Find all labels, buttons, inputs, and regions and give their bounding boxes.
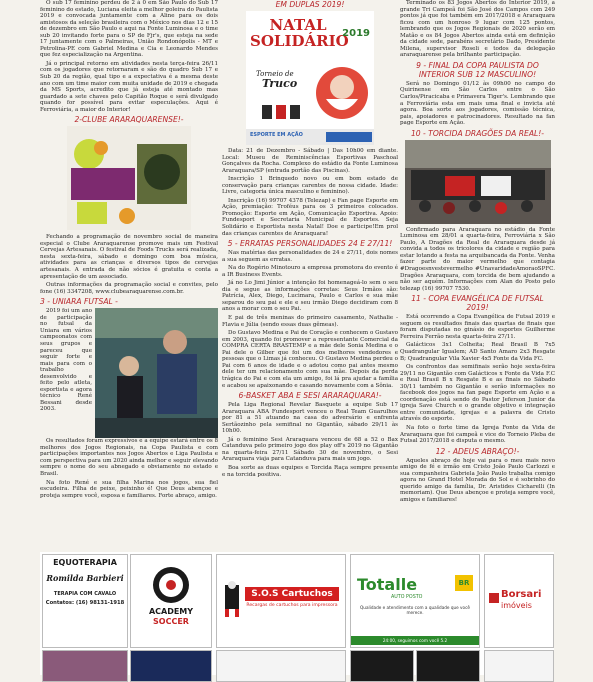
- natal-solidario-poster: [246, 11, 374, 145]
- copa-evangelica-paragraph: Na foto o forte time da Igreja Fonte da Vida de Araraquara que foi campeã e vice do Torneio Pleba de Futsal 2017/2018 e disputa o mesmo.: [400, 424, 555, 445]
- torcida-image: [405, 140, 551, 224]
- section-title-copa-paulista: 9 - FINAL DA COPA PAULISTA DO INTERIOR SUB 12 MASCULINO!: [416, 60, 539, 79]
- column-left: [40, 0, 218, 501]
- borsari-name: Borsari: [501, 589, 542, 600]
- ad-bottom-2[interactable]: [130, 650, 212, 682]
- copa-evangelica-paragraph: Os confrontos das semifinais serão hoje sexta-feira 29/11 no Gigantão com Galácticos x Fonte da Vida F.C e Real Brasil B x Resgate B e as finais no Sábado 30/11 também no Gigantão e serão informações no facebook dos jogos na fan page Esporte em Ação e a coordenação está sendo do Pastor Jeferson Junior da igreja Save Church e o grande objetivo e integração entre comunidade, igrejas e a palavra de Cristo através do esporte.: [400, 364, 555, 423]
- uniara-paragraph: Na foto René e sua filha Marina nos jogos, sua fiel escudeira. Filha de peixe, peixinho é! Que Deus abençoe e proteja sempre você, esposa e familiares. Forte abraço, amigo.: [40, 479, 218, 499]
- abraco-paragraph: Aqueles abraço de hoje vai para o meu mais novo amigo de fé e irmão em Cristo João Paulo Carlozzi e sua companheira Gabriela João Paulo trabalha comigo agora no Grand Hotel Morada do Sol e é sobrinho do querido amigo da família, Dr. Aristides Cicharelli (In memoriam). Que Deus abençoe e proteja sempre você, amigos e familiares!: [400, 457, 555, 503]
- total-sub: AUTO POSTO: [391, 595, 423, 600]
- natal-paragraph: Data: 21 de Dezembro - Sábado | Das 10h00 em diante. Local: Museu de Reminiscências Esportivas Paschoal Gonçalves da Rocha. Complexo do estádio da Fonte Luminosa Araraquara/SP (entrada portão das Piscinas).: [222, 148, 398, 174]
- total-name: Totalle: [357, 575, 418, 594]
- section-title-clube: 2-CLUBE ARARAQUARENSE!-: [74, 115, 184, 125]
- intro-paragraph: O sub 17 feminino perdeu de 2 á 0 em São Paulo do Sub 17 feminino do estado, Luciana eleita a melhor goleira do Paulista 2019 e convocada juntamente com a Aline para os dois amistosos da seleção brasileira com o México nos dias 12 e 15 de dezembro em São Paulo e aqui na Fonte Luminosa e o time sub 20 invitando forte para o SP de Fjr's, que esteja na sede 17 juntamente com o Palmeiras, União Rondonópolis - MT e Petrolina-PE com Gabriel Medina e Cia e Leonardo Mendes que fez especialização na Argentina.: [40, 0, 218, 59]
- basket-paragraph: Pela Liga Regional Revelar Basquete a equipe Sub 17 Araraquara ABA Fundesport venceu o Real Team Guarulhos por 81 a 51 atuando na casa do adversário e enfrenta Sertãozinho pela semifinal no Gigantão, sábado 29/11 às 10h00.: [222, 402, 398, 435]
- erratas-paragraph: Nas matérias das personalidades de 24 e 27/11, dois nomes a sua seguem as erratas.: [222, 250, 398, 263]
- clube-paragraph: Fechando a programação de novembro social de maneira especial o Clube Araraquarense promove mais um Festival Cervejas Artesanais. O festival de Foods Trucks será realizada, nesta sexta-feira, sábado e domingo com boa música, atividades para as crianças e diversos tipos de cervejas artesanais. A entrada de não sócios é gratuita e conta a apresentação de um associado.: [40, 234, 218, 280]
- ad-bottom-1[interactable]: [42, 650, 128, 682]
- erratas-paragraph: Já no Lo Jimi Júnior a intenção foi homenageá-lo sem o seu dia e segue as informações corretas: Seus Irmãos são: Patrícia, Alex, Diego, Lucimara, Paulo e Carlos e sua mãe separou do seu pai e ele e seu irmão Diego decidiram com 8 anos a morar com o seu Pai.: [222, 280, 398, 313]
- section-title-abraco: 12 - ADEUS ABRAÇO!-: [435, 446, 520, 456]
- erratas-paragraph: E pai de três meninas do primeiro casamento, Nathalie - Flavia e Júlia (sendo essas duas gêmeas).: [222, 315, 398, 328]
- academy-logo: [131, 555, 211, 647]
- ad-bottom-4[interactable]: [350, 650, 414, 682]
- copa-paulista-paragraph: Será no Domingo 01/12 às 09h00 no campo do Quirinense em São Carlos entre o São Carlos/Piracicaba e Primavera Tiger's. Lembrando que a Ferroviária esta em mais uma final e invicta até agora. Boa sorte aos jogadores, comissão técnica, pais, apoiadores e patrocinadores. Resultado na fan page Esporte em Ação.: [400, 80, 555, 127]
- poster-footer: ESPORTE EM AÇÃO: [250, 132, 303, 138]
- festival-cervejas-photo: [67, 126, 191, 230]
- natal-paragraph: Inscrição 1 Brinquedo novo ou em bom estado de conservação para crianças carentes de nossa cidade. Idade: Livre, categoria única masculino e feminino).: [222, 176, 398, 196]
- poster-year: 2019: [342, 28, 370, 39]
- copa-evangelica-paragraph: Está ocorrendo a Copa Evangélica de Futsal 2019 e seguem os resultados finais das quartas de finais que foram disputadas no ginásio de esportes Guilherme Ferreira Ferrão nesta quarta-feira 27/11.: [400, 314, 555, 340]
- sos-mascot-icon: [219, 581, 245, 621]
- dragoes-photo: [405, 140, 551, 224]
- jogos-abertos-paragraph: Terminado os 83 Jogos Abertos do Interior 2019, a grande Tri Campeã foi São José dos Campos com 249 pontos já que foi também em 2017/2018 e Araraquara ficou com um honroso 9 lugar com 125 pontos, lembrando que os Jogos Regionais de 2020 serão em Matão e os 84 Jogos Abertos ainda está em definição da cidade sede, parabéns secretário Dado, Presidente Milena, supervisor Roseli e todos da delegação araraquarense pela brilhante participação.: [400, 0, 555, 59]
- column-right: [400, 0, 555, 505]
- equoterapia-phone: Contatos: (16) 98131-1918: [45, 600, 125, 606]
- basket-paragraph: Já o feminino Sesi Araraquara venceu de 68 a 52 o Bax Catanduva pelo primeiro jogo dos play off's 2019 no Gigantão na quarta-feira 27/11 Sábado 30 de novembro, o Sesi Araraquara viaja para Catanduva para mais um jogo.: [222, 436, 398, 463]
- section-title-erratas: 5 - ERRATAS PERSONALIDADES 24 E 27/11!: [227, 239, 393, 249]
- sos-sub: Recargas de cartuchos para impressora: [246, 603, 338, 608]
- basket-paragraph: Boa sorte as duas equipes e Torcida Raça sempre presente e na torcida positiva.: [222, 464, 398, 478]
- academy-sub: SOCCER: [153, 617, 189, 626]
- ad-borsari-imoveis[interactable]: [484, 554, 554, 648]
- festival-cervejas-image: [67, 126, 191, 230]
- uniara-photo: [95, 308, 218, 438]
- section-title-uniara: 3 - UNIARA FUTSAL -: [40, 297, 118, 307]
- borsari-logo-icon: [489, 593, 499, 603]
- ad-bottom-6[interactable]: [484, 650, 554, 682]
- equoterapia-sub: TERAPIA COM CAVALO: [53, 591, 117, 597]
- section-title-dragoes: 10 - TORCIDA DRAGÕES DA REAL!-: [410, 128, 545, 138]
- dragoes-paragraph: Confirmado para Araraquara no estádio da Fonte Luminosa em 28/01 a quarta-feira, Ferroviária x São Paulo, A Dragões da Real de Araraquara desde já convida a todos os tricolores da cidade e região para estar lotando a festa na arquibancada da Fonte. Venha fazer parte do maior vermelho que contagia #Dragoesnvestevermelho #UnavaridadeAmoraoSPFC. Dragões Araraquara, com torcida de bem ajudando a não ser aquém. Informações com Alan do Posto pelo telezap (16) 99707 7530.: [400, 226, 555, 292]
- intro-paragraph: Já o principal retorno em atividades nesta terça-feira 26/11 com os jogadores que retornaram e são do quadro Sub 17 e Sub 20 da região, qual tipo e a expectativa é a mesma deste ano com um time maior com muita unidade de 2019 e chegada da MS Sports, acredito que já esteja até montado mas guardado a sete chaves pelo Capitão Roque e será divulgado quando for possível para evitar especulações. Aqui é Ferroviária, a maior do Interior!: [40, 60, 218, 113]
- poster-game: Truco: [262, 77, 298, 90]
- total-tag: Qualidade e atendimento com a qualidade que você merece.: [360, 605, 470, 615]
- poster-subtitle: Torneio de: [256, 70, 294, 78]
- academy-name: ACADEMY: [148, 607, 194, 616]
- erratas-paragraph: Na do Rogério Minotouro a empresa promotora do evento é a IR Business Events.: [222, 265, 398, 278]
- natal-paragraph: Inscrição (16) 99707 4378 (Telezap) e Fan page Esporte em Ação, premiação: Troféus para os 3 primeiros colocados. Promoção: Esporte em Ação, Comunicação Esportiva. Apoio: Fundesport e Secretaria Municipal de Esportes. Seja Solidário e Esportista nesta Natal! Doe e participe!Em prol das crianças carentes de Araraquara!: [222, 197, 398, 237]
- uniara-paragraph: Os resultados foram expressivos e a equipe estará entre os 8 melhores dos Jogos Regionais, na Copa Paulista e com participações importantes nos Jogos Abertos e Liga Paulista e com perspectiva para um 2020 ainda melhor e seguir elevando sempre o nome do seu abnegado e obviamente no estado e Brasil.: [40, 438, 218, 477]
- ad-sos-cartuchos[interactable]: [216, 554, 346, 648]
- equoterapia-name: Romilda Barbieri: [46, 573, 124, 583]
- total-hours: 24:00, seguimos com você 5.2: [351, 636, 479, 645]
- copa-evangelica-paragraph: Galácticos 3x1 Colheita; Real Brasil B 7x5 Quadrangular Igualem; AD Santo Amaro 2x3 Resgate B; Quadrangular Vila Xavier 4x5 Fonte da Vida FC.: [400, 342, 555, 362]
- rene-and-daughter-image: [95, 308, 218, 438]
- uniara-paragraph: 2019 foi um ano de participação no futsal da Uniara em vários campeonatos com seus grupos e pareceu que seguir forte e mais para com o trabalho desenvolvido e feito pelo atleta, esportista e agora técnico René Bessani desde 2003.: [40, 308, 92, 413]
- equoterapia-title: EQUOTERAPIA: [53, 558, 117, 567]
- poster-title: NATAL SOLIDÁRIO: [250, 16, 349, 50]
- sos-title: S.O.S Cartuchos: [245, 587, 339, 601]
- borsari-sub: imóveis: [501, 601, 532, 610]
- clube-paragraph: Outras informações da programação social e convites, pelo fone (16) 3347208, www.clubearaquarense.com.br.: [40, 282, 218, 295]
- section-title-copa-evangelica: 11 - COPA EVANGÉLICA DE FUTSAL 2019!: [411, 294, 544, 313]
- ad-bottom-3[interactable]: [216, 650, 346, 682]
- ad-equoterapia[interactable]: [42, 554, 128, 648]
- ads-strip: [40, 552, 554, 675]
- ad-totalle-posto[interactable]: [350, 554, 480, 648]
- top-line: EM DUPLAS 2019!: [275, 0, 345, 9]
- ad-bottom-5[interactable]: [416, 650, 480, 682]
- ad-academy-soccer[interactable]: [130, 554, 212, 648]
- section-title-basket: 6-BASKET ABA E SESI ARARAQUARA!-: [238, 391, 382, 401]
- column-middle: [222, 0, 398, 480]
- total-badge: BR: [455, 575, 473, 591]
- erratas-paragraph: Do Gustavo Medina e Pai de Coração e conhecem o Gustavo em 2003, quando foi promover a representante Comercial da COMPRA CERTA BRASTEMP e a mãe dele Sonia Medina e o Pai dele o Gilber que foi um dos melhores vendedores e pessoas que o Limas já conheceu. O Gustavo Medina perdeu o Pai com 6 anos de idade e o adotou como pai antes mesmo dele ter um relacionamento com sua mãe. Depois da perda trágica do Pai e com ela um amigo, foi lá pra ajudar a família e acabou se apaixonando e casando novamente com a Sônia.: [222, 330, 398, 389]
